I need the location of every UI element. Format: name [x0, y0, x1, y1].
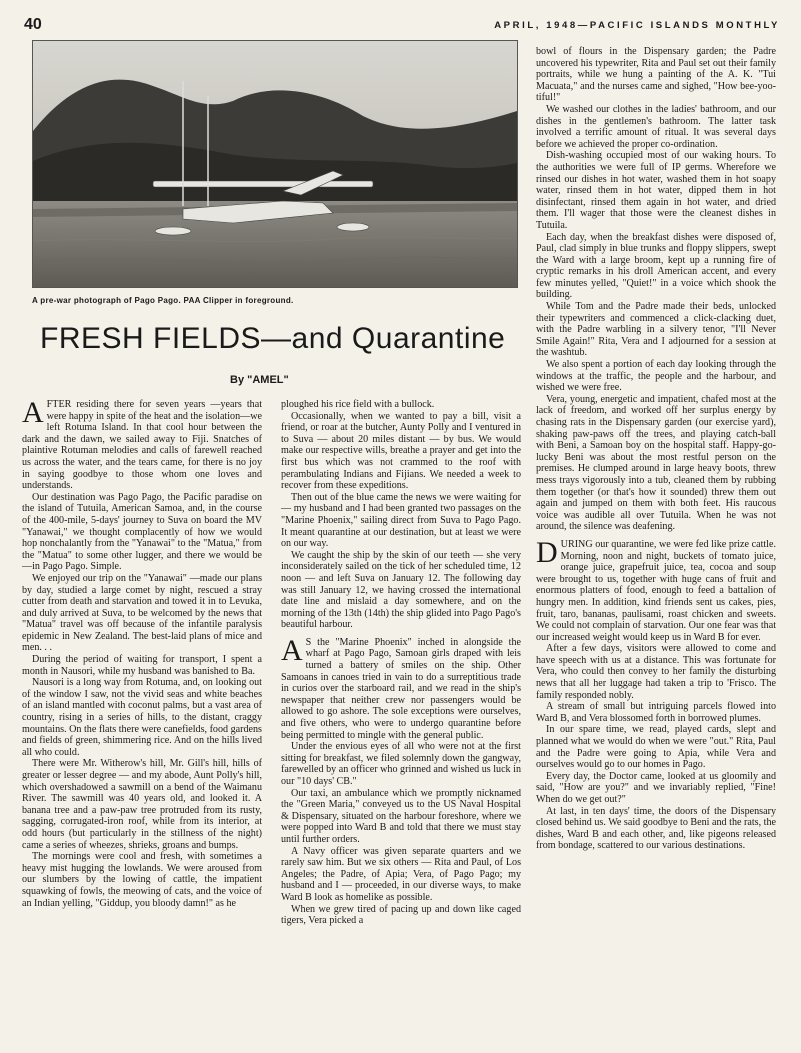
paragraph: Our taxi, an ambulance which we promptly nicknamed the "Green Maria," conveyed us to the US Naval Hospital & Dispensary, situated on the harbour foreshore, where we were popped into Ward B and told that there we must stay until further orders. [281, 787, 521, 845]
running-head: APRIL, 1948—PACIFIC ISLANDS MONTHLY [494, 20, 780, 31]
drop-cap: D [536, 535, 558, 569]
paragraph: We caught the ship by the skin of our teeth — she very inconsiderately sailed on the tick of her scheduled time, 12 noon — and left Suva on January 12. The following day was still January 12, we having crossed the international date line and mislaid a day somewhere, and on the morning of the 13th (14th) the ship glided into Pago Pago's beautiful harbour. [281, 549, 521, 631]
paragraph: ploughed his rice field with a bullock. [281, 399, 435, 410]
pago-pago-photo-image [33, 41, 517, 287]
paragraph: We also spent a portion of each day looking through the windows at the traffic, the people and the harbour, and wished we were free. [536, 359, 776, 394]
paragraph: A S the "Marine Phoenix" inched in alongside the wharf at Pago Pago, Samoan girls draped with leis turned a battery of smiles on the ship. Other Samoans in canoes tried in vain to do a surreptitious trade in curios over the starboard rail, and we read in the ship's newspaper that neither crew nor passengers would be allowed to go ashore. The sole exceptions were ourselves, and five others, who were to undergo quarantine before being permitted to mingle with the general public. [281, 633, 521, 741]
photo-caption: A pre-war photograph of Pago Pago. PAA Clipper in foreground. [32, 296, 294, 305]
paragraph: At last, in ten days' time, the doors of the Dispensary closed behind us. We said goodbye to Beni and the rats, the dishes, Ward B and each other, and, like pigeons released from bondage, scattered to our various destinations. [536, 805, 776, 852]
paragraph: The mornings were cool and fresh, with sometimes a heavy mist hugging the lowlands. We were aroused from our slumbers by the lowing of cattle, the impatient squawking of fowls, the meowing of cats, and the voice of an Indian yelling, "Giddup, you bloody damn!" as he [22, 851, 262, 909]
paragraph: Every day, the Doctor came, looked at us gloomily and said, "How are you?" and we invariably replied, "Fine! When do we get out?" [536, 770, 776, 805]
paragraph: We washed our clothes in the ladies' bathroom, and our dishes in the gentlemen's bathroom. The latter task involved a terrific amount of ritual. It was several days before we achieved the proper co-ordination. [536, 103, 776, 150]
page-header [20, 16, 780, 36]
paragraph: Then out of the blue came the news we were waiting for — my husband and I had been granted two passages on the "Marine Phoenix," sailing direct from Suva to Pago Pago. It meant quarantine at our destination, but at least we were on our way. [281, 491, 521, 550]
paragraph: We enjoyed our trip on the "Yanawai" —made our plans by day, studied a large comet by night, rescued a stray cutter from death and starvation and towed it in to Levuka, and duly arrived at Suva, to be welcomed by the news that "Matua" travel was off because of the infantile paralysis epidemic in New Zealand. The best-laid plans of mice and men. . . [22, 572, 262, 654]
drop-cap: A [281, 633, 303, 667]
paragraph: A Navy officer was given separate quarters and we rarely saw him. But we six others — Rita and Paul, of Los Angeles; the Padre, of Apia; Vera, of Pago Pago; my husband and I — proceeded, in our diverse ways, to make Ward B look as homelike as possible. [281, 845, 521, 903]
paragraph: Under the envious eyes of all who were not at the first sitting for breakfast, we filed solemnly down the gangway, farewelled by an officer who grinned and wished us luck in our "10 days' CB." [281, 741, 521, 787]
page-number: 40 [24, 16, 42, 33]
harbour-photo [32, 40, 518, 288]
paragraph: When we grew tired of pacing up and down like caged tigers, Vera picked a [281, 903, 521, 927]
paragraph: Occasionally, when we wanted to pay a bill, visit a friend, or roar at the butcher, Aunty Polly and I ventured in to Suva — about 20 miles distant — by bus. We would make our respective wills, breathe a prayer and get into the first bus which was not crammed to the roof with perambulating Indians and Fijians. We needed a week to recover from these expeditions. [281, 410, 521, 492]
paragraph: There were Mr. Witherow's hill, Mr. Gill's hill, hills of greater or lesser degree — and my abode, Aunt Polly's hill, which overshadowed a sawmill on a bend of the Waimanu River. The sawmill was 40 years old, and looked it. A banana tree and a paw-paw tree protruded from its rusty, sagging, corrugated-iron roof, while from its interior, at odd hours (but particularly in the stillness of the night) came a series of wheezes, shrieks, groans and bumps. [22, 758, 262, 851]
paragraph: Our destination was Pago Pago, the Pacific paradise on the island of Tutuila, American Samoa, and, in the course of the 400-mile, 5-days' journey to Suva on board the MV "Yanawai," we thought complacently of how we would hop nonchalantly from the "Yanawai" to the "Matua," from the "Matua" to some other lugger, and there we would be—in Pago Pago. Simple. [22, 491, 262, 573]
paragraph: During the period of waiting for transport, I spent a month in Nausori, while my husband was banished to Ba. [22, 654, 262, 677]
drop-cap: A [22, 396, 44, 429]
paragraph: Each day, when the breakfast dishes were disposed of, Paul, clad simply in blue trunks and floppy slippers, swept the Ward with a large broom, kept up a running fire of cryptic remarks in his droll American accent, and every few minutes yelled, "Quiet!" in a voice which shook the building. [536, 231, 776, 301]
byline: By "AMEL" [230, 374, 289, 386]
column-3 [536, 46, 776, 852]
paragraph: bowl of flours in the Dispensary garden; the Padre uncovered his typewriter, Rita and Paul set out their family portraits, while we hung a painting of the A. K. "Tui Macuata," and the nurses came and sighed, "How bee-yoo-tiful!" [536, 46, 776, 104]
paragraph: Nausori is a long way from Rotuma, and, on looking out of the window I saw, not the vivid seas and white beaches of an island mantled with coconut palms, but a vast area of country, rising in a series of hills, to the distant, craggy mountains. On the flats there were canefields, food gardens and fields of green, shimmering rice. And on the hills lived all who could. [22, 677, 262, 758]
paragraph: In our spare time, we read, played cards, slept and planned what we would do when we were "out." Rita, Paul and the Padre were going to Apia, while Vera and ourselves would go to our homes in Pago. [536, 724, 776, 771]
paragraph: A stream of small but intriguing parcels flowed into Ward B, and Vera blossomed forth in borrowed plumes. [536, 701, 776, 724]
article-title: FRESH FIELDS—and Quarantine [40, 322, 506, 355]
paragraph: Vera, young, energetic and impatient, chafed most at the lack of freedom, and worked off her surplus energy by chasing rats in the Dispensary garden (our exercise yard), shaking paw-paws off the trees, and playing catch-ball with Beni, a Samoan boy on the hospital staff. Happy-go-lucky Beni was about the most restful person on the premises. He clumped around in large heavy boots, threw mess trays vigorously into a tub, cleaned them by rubbing them together (or that's how it sounded) threw them out again and jumped on them with both feet. His raucous voice was audible all over Tutuila. When he was not around, the silence was deafening. [536, 393, 776, 533]
paragraph: AFTER residing there for seven years —years that were happy in spite of the heat and the isolation—we left Rotuma Island. In that cool hour between the dark and the dawn, we sailed away to Fiji. Snatches of plaintive Rotuman melodies and calls of farewell reached us across the water, and the tears came, for there is no joy in saying goodbye to those whom one loves and understands. [22, 396, 262, 492]
column-1 [22, 396, 262, 909]
paragraph: Dish-washing occupied most of our waking hours. To the authorities we were full of IP germs. Wherefore we rinsed our dishes in hot water, washed them in hot soapy water, rinsed them in hot water, dipped them in hot disinfectant, rinsed them again in hot water, and dried them. I'll wager that those were the cleanest dishes in Tutuila. [536, 150, 776, 231]
paragraph: After a few days, visitors were allowed to come and have speech with us at a distance. This was fortunate for Vera, who could then convey to her family the disturbing news that all her luggage had taken a trip to 'Frisco. The family responded nobly. [536, 643, 776, 701]
paragraph: While Tom and the Padre made their beds, unlocked their typewriters and commenced a click-clacking duet, with the Padre warbling in a silvery tenor, "I'll Never Smile Again!" Rita, Vera and I adjourned for a session at the washtub. [536, 301, 776, 359]
column-2 [281, 399, 521, 927]
paragraph: DURING our quarantine, we were fed like prize cattle. Morning, noon and night, buckets of tomato juice, orange juice, grapefruit juice, tea, cocoa and soup were brought to us, together with huge cans of fruit and enormous platters of food, enough to feed a battalion of hungry men. In addition, kind friends sent us cakes, pies, fruit, taro, bananas, paulisami, roast chicken and sweets. We could not complain of starvation. Our one fear was that our increased weight would keep us in Ward B for ever. [536, 535, 776, 643]
